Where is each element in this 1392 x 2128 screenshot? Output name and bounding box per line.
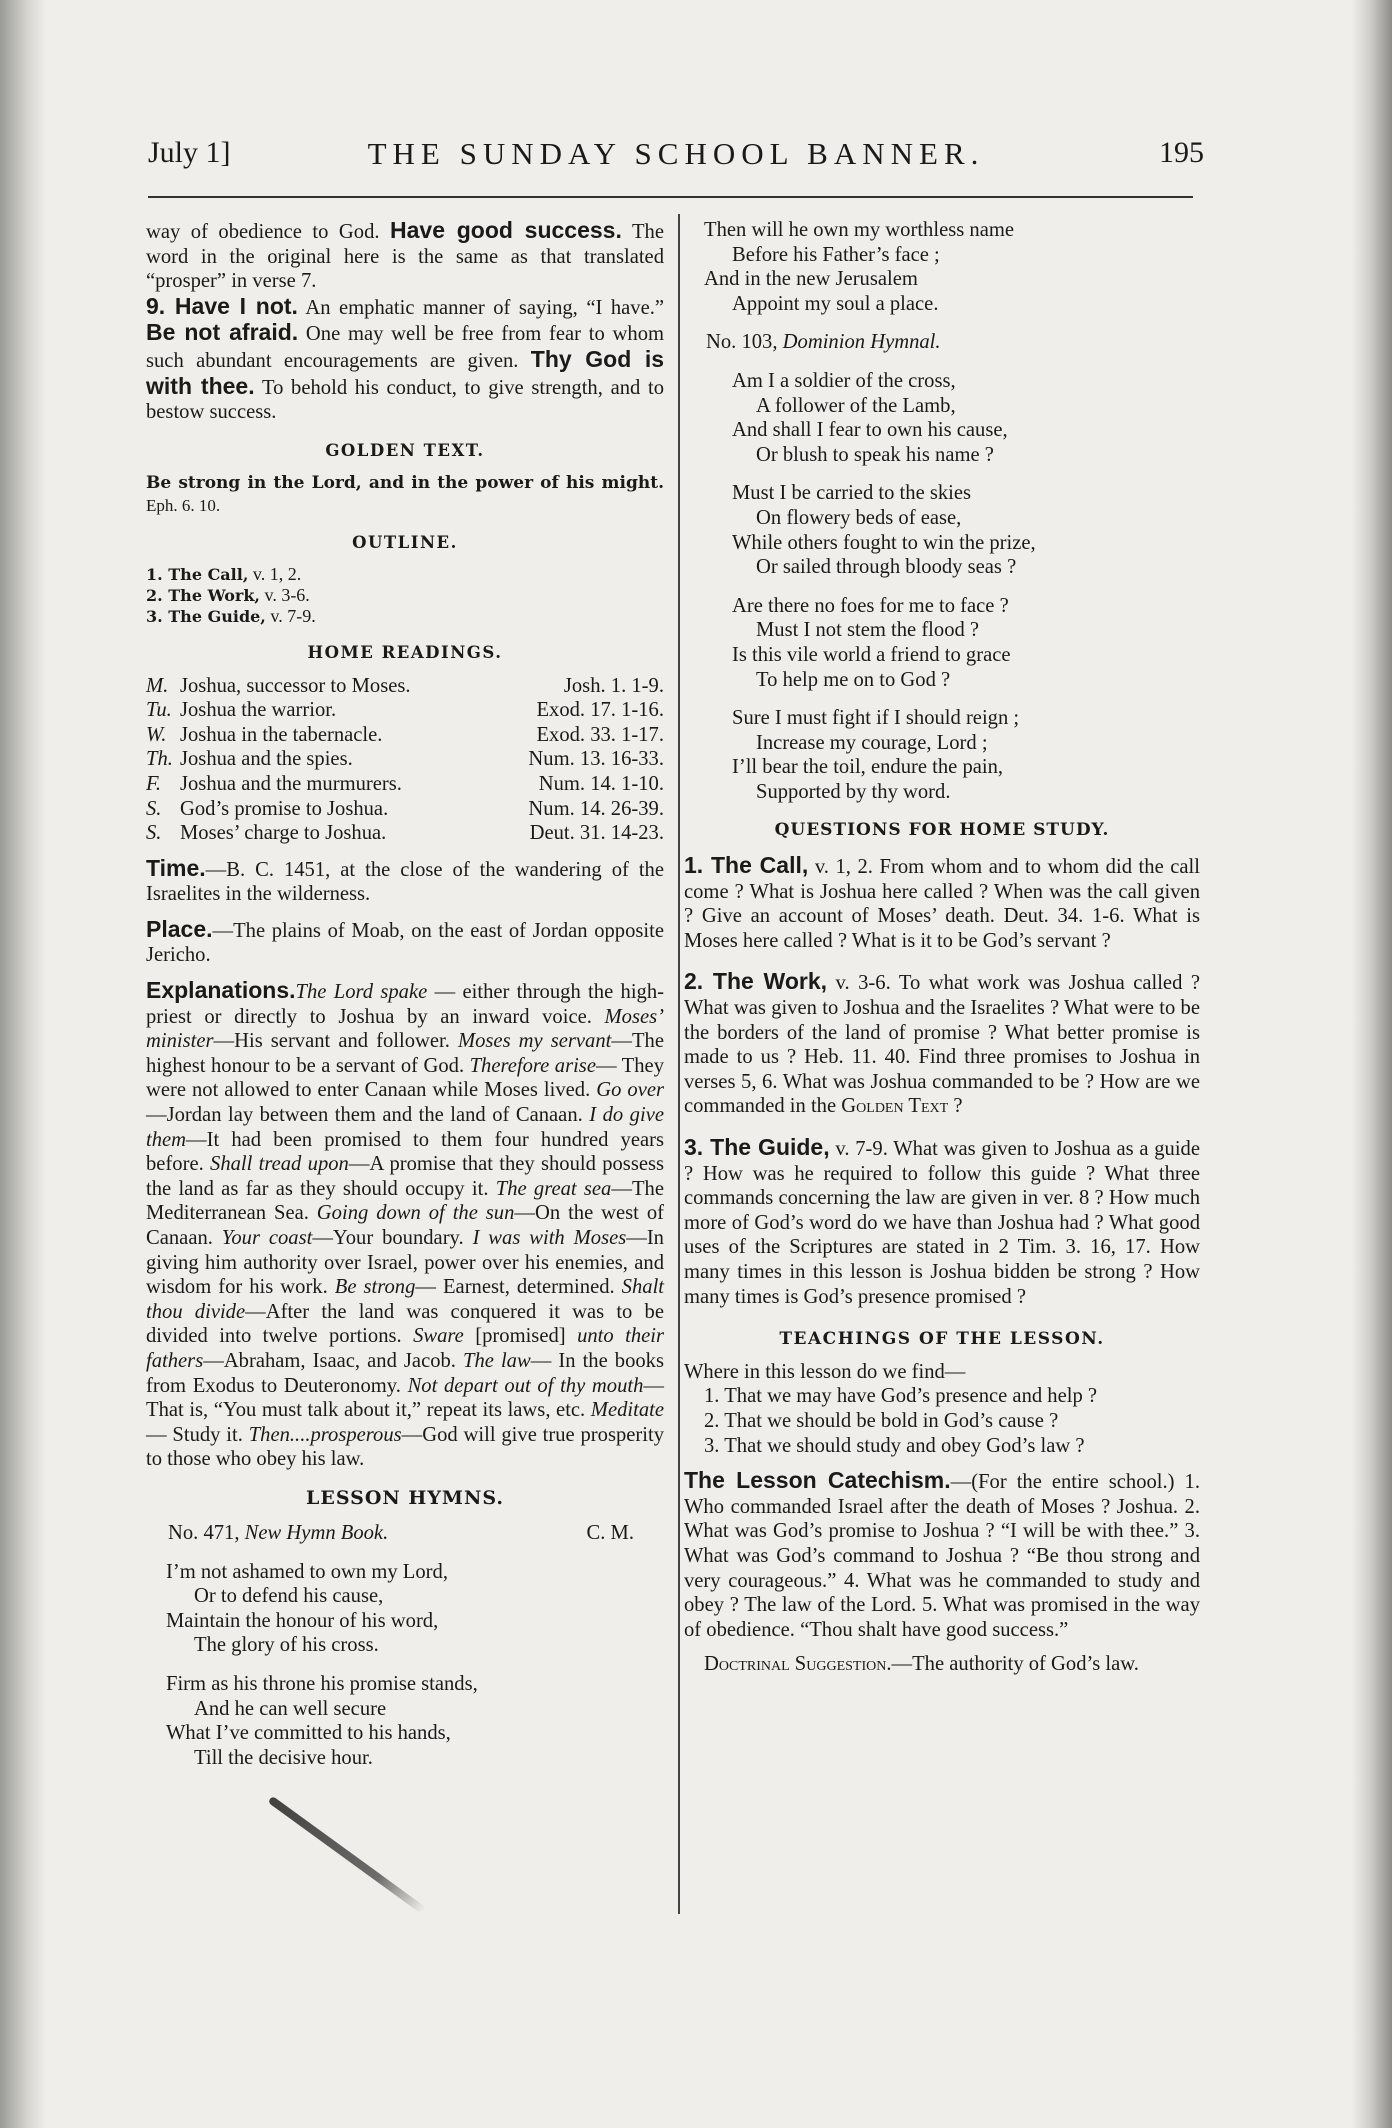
explanation-term: Therefore arise — [469, 1054, 596, 1077]
teaching-item: 3. That we should study and obey God’s law ? — [704, 1434, 1085, 1457]
doctrinal-label: Doctrinal Suggestion. — [704, 1653, 892, 1676]
verse-9-paragraph — [146, 294, 664, 425]
v9-lead-be-not-afraid: Be not afraid. — [146, 319, 299, 346]
hymn-book: New Hymn Book. — [244, 1521, 389, 1544]
running-header — [148, 136, 1204, 176]
reading-day: W. — [146, 723, 167, 746]
outline-list — [146, 564, 664, 627]
explanation-text: —On the west of Canaan. — [146, 1202, 664, 1249]
hymn-meter: C. M. — [586, 1521, 634, 1544]
reading-text: Joshua and the spies. — [180, 748, 353, 771]
hymn-line: And in the new Jerusalem — [704, 268, 918, 291]
explanation-text: —His servant and follower. — [213, 1030, 458, 1053]
intro-lead-good-success: Have good success. — [390, 217, 622, 243]
explanation-term: Go over — [596, 1079, 664, 1102]
hymn-number: No. 471, — [168, 1521, 240, 1544]
question-work — [684, 969, 1200, 1119]
hymn-line: Increase my courage, Lord ; — [756, 731, 988, 754]
hymn-1-verses — [146, 1560, 664, 1771]
explanation-text: —God will give true prosperity to those who obey his law. — [146, 1423, 664, 1471]
explanation-term: The law — [463, 1349, 531, 1372]
reading-ref: Exod. 17. 1-16. — [536, 699, 664, 722]
hymn-line: Then will he own my worthless name — [704, 219, 1014, 241]
hymn-line: To help me on to God ? — [756, 668, 951, 691]
question-label: 3. The Guide, — [684, 1134, 830, 1160]
golden-text — [146, 471, 664, 517]
outline-item — [146, 606, 664, 627]
reading-text: Joshua and the murmurers. — [180, 772, 402, 795]
explanation-text: — Earnest, determined. — [415, 1276, 622, 1299]
intro-paragraph — [146, 218, 664, 294]
explanation-term: Then....prosperous — [248, 1423, 402, 1446]
explanation-text: — In the books from Exodus to Deuteronomy. — [146, 1349, 664, 1397]
hymn-2-verses — [684, 369, 1200, 805]
explanation-text: —In giving him authority over Israel, power over his enemies, and wisdom for his work. — [146, 1227, 664, 1299]
teaching-item: 1. That we may have God’s presence and help ? — [704, 1385, 1098, 1408]
reading-row — [146, 723, 664, 748]
reading-day: M. — [146, 674, 169, 697]
reading-ref: Num. 13. 16-33. — [528, 748, 664, 771]
hymn-verse — [684, 481, 1200, 579]
v9-text-3: To behold his conduct, to give strength, and to bestow success. — [146, 376, 665, 424]
question-label: 1. The Call, — [684, 852, 809, 879]
explanation-text: —After the land was conquered it was to be divided into twelve portions. — [146, 1300, 664, 1348]
reading-day: Tu. — [146, 699, 172, 722]
explanation-text: —A promise that they should possess the land as far as they should occupy it. — [146, 1153, 664, 1200]
explanation-term: Moses my servant — [457, 1030, 612, 1053]
place-text: —The plains of Moab, on the east of Jordan opposite Jericho. — [146, 919, 664, 967]
hymn-reference — [146, 1521, 664, 1546]
explanation-term: Your coast — [221, 1227, 313, 1249]
hymn-line: And shall I fear to own his cause, — [732, 419, 1008, 442]
catechism-paragraph — [684, 1468, 1200, 1642]
outline-ref: v. 1, 2. — [252, 563, 302, 584]
hymn-2-book: Dominion Hymnal. — [782, 331, 941, 354]
reading-row — [146, 698, 664, 723]
hymn-line: Sure I must fight if I should reign ; — [732, 707, 1020, 730]
hymn-verse — [684, 706, 1200, 804]
hymn-line: Or to defend his cause, — [194, 1585, 384, 1608]
reading-day: S. — [146, 822, 162, 845]
hymn-line: On flowery beds of ease, — [756, 506, 962, 529]
hymn-line: Is this vile world a friend to grace — [732, 643, 1011, 666]
question-text: v. 7-9. What was given to Joshua as a guide ? How was he required to follow this guide ? What three commands concerning the law are given in ver. 8 ? How much more of God’s word do we have than Joshua had ? What good uses of the Scriptures are stated in 2 Tim. 3. 16, 17. How many times in this lesson is Joshua bidden be strong ? How many times is God’s presence promised ? — [684, 1138, 1200, 1308]
hymn-line: The glory of his cross. — [194, 1634, 379, 1657]
reading-row — [146, 747, 664, 772]
explanations-paragraph — [146, 978, 664, 1472]
hymn-line: Before his Father’s face ; — [732, 243, 940, 266]
left-column — [146, 218, 664, 1770]
explanation-term: I do give them — [146, 1104, 664, 1151]
golden-text-body: Be strong in the Lord, and in the power of his might. — [146, 473, 664, 494]
explanation-term: unto their fathers — [146, 1325, 665, 1372]
time-paragraph — [146, 856, 664, 907]
hymn-verse — [684, 369, 1200, 467]
golden-text-heading: GOLDEN TEXT. — [325, 440, 485, 460]
reading-day: F. — [146, 772, 162, 795]
outline-ref: v. 7-9. — [270, 605, 316, 626]
hymn-line: Or blush to speak his name ? — [756, 443, 994, 466]
explanation-term: Shalt thou divide — [146, 1276, 665, 1323]
explanation-term: Shall tread upon — [210, 1153, 349, 1176]
explanations-label: Explanations. — [146, 977, 296, 1004]
outline-label: 2. The Work, — [146, 585, 260, 605]
hymn-line: Firm as his throne his promise stands, — [166, 1672, 478, 1695]
outline-label: 1. The Call, — [146, 564, 249, 584]
explanation-text: —The highest honour to be a servant of God. — [146, 1030, 664, 1077]
doctrinal-paragraph — [684, 1652, 1200, 1677]
reading-day: S. — [146, 797, 162, 820]
binding-edge — [0, 0, 46, 2128]
reading-ref: Deut. 31. 14-23. — [529, 822, 664, 845]
explanation-text: —Abraham, Isaac, and Jacob. — [203, 1349, 464, 1372]
question-text: v. 1, 2. From whom and to whom did the call come ? What is Joshua here called ? When was the call given ? Give an account of Moses’ death. Deut. 34. 1-6. What is Moses here called ? What is it to be God’s servant ? — [684, 856, 1200, 952]
publication-title: THE SUNDAY SCHOOL BANNER. — [367, 136, 985, 171]
issue-date: July 1] — [148, 136, 231, 169]
hymn-line: I’ll bear the toil, endure the pain, — [732, 756, 1004, 779]
place-label: Place. — [146, 915, 213, 942]
hymn-line: Must I be carried to the skies — [732, 482, 972, 505]
lesson-hymns-heading: LESSON HYMNS. — [306, 1486, 504, 1509]
explanation-term: The great sea — [495, 1177, 612, 1200]
place-paragraph — [146, 917, 664, 968]
hymn-verse — [684, 594, 1200, 692]
explanation-text: [promised] — [463, 1325, 578, 1348]
question-call — [684, 853, 1200, 953]
explanation-text: —The Mediterranean Sea. — [146, 1177, 664, 1225]
home-readings-heading: HOME READINGS. — [307, 642, 503, 662]
hymn-line: Must I not stem the flood ? — [756, 619, 980, 642]
v9-text-2: One may well be free from fear to whom such abundant encouragements are given. — [146, 323, 665, 372]
outline-heading: OUTLINE. — [352, 533, 458, 553]
v9-lead-have-i-not: 9. Have I not. — [146, 292, 298, 319]
explanation-term: I was with Moses — [472, 1227, 627, 1249]
intro-text-2: The word in the original here is the same as that translated “prosper” in verse 7. — [146, 221, 664, 293]
reading-text: God’s promise to Joshua. — [180, 797, 389, 820]
reading-ref: Josh. 1. 1-9. — [563, 674, 664, 697]
reading-text: Joshua in the tabernacle. — [180, 723, 383, 746]
reading-text: Joshua, successor to Moses. — [180, 674, 411, 697]
hymn-line: Supported by thy word. — [756, 780, 951, 803]
intro-text-1: way of obedience to God. — [146, 221, 380, 243]
hymn-2-number: No. 103, — [706, 331, 778, 354]
reading-row — [146, 821, 664, 846]
explanation-text: — either through the high-priest or directly to Joshua by an inward voice. — [146, 981, 664, 1028]
hymn-line: Till the decisive hour. — [194, 1746, 373, 1769]
reading-ref: Num. 14. 26-39. — [528, 797, 664, 820]
teachings-intro: Where in this lesson do we find— — [684, 1360, 966, 1383]
teachings-list — [684, 1384, 1200, 1458]
hymn-line: Am I a soldier of the cross, — [732, 369, 956, 392]
hymn-2-reference — [684, 330, 1200, 355]
reading-ref: Exod. 33. 1-17. — [536, 723, 664, 746]
explanation-term: Going down of the sun — [316, 1202, 515, 1225]
reading-day: Th. — [146, 748, 173, 771]
home-readings-list — [146, 674, 664, 846]
explanation-text: —That is, “You must talk about it,” repeat its laws, etc. — [146, 1374, 664, 1422]
explanation-text: — Study it. — [146, 1423, 249, 1446]
hymn-line: Or sailed through bloody seas ? — [756, 556, 1017, 579]
questions-heading: QUESTIONS FOR HOME STUDY. — [774, 820, 1110, 841]
explanation-text: —Your boundary. — [312, 1227, 473, 1249]
explanation-text: — They were not allowed to enter Canaan while Moses lived. — [146, 1054, 664, 1102]
v9-lead-thy-god: Thy God is with thee. — [146, 345, 665, 399]
reading-row — [146, 797, 664, 822]
header-rule — [148, 196, 1193, 198]
right-column — [684, 218, 1200, 1677]
question-guide — [684, 1135, 1200, 1309]
reading-row — [146, 772, 664, 797]
outline-ref: v. 3-6. — [264, 584, 310, 605]
hymn-1-continued — [684, 218, 1200, 316]
reading-ref: Num. 14. 1-10. — [538, 772, 664, 795]
hymn-line: Appoint my soul a place. — [732, 292, 939, 315]
time-label: Time. — [146, 854, 206, 881]
explanation-term: Be strong — [334, 1276, 416, 1299]
question-label: 2. The Work, — [684, 968, 828, 995]
hymn-verse — [146, 1560, 664, 1658]
ink-scratch-mark — [268, 1796, 426, 1914]
hymn-line: Maintain the honour of his word, — [166, 1609, 439, 1632]
teachings-heading: TEACHINGS OF THE LESSON. — [779, 1329, 1105, 1350]
catechism-label: The Lesson Catechism. — [684, 1467, 951, 1494]
explanation-term: Moses’ minister — [146, 1005, 664, 1053]
golden-text-ref: Eph. 6. 10. — [146, 496, 221, 516]
explanation-term: Sware — [413, 1325, 464, 1348]
explanation-text: —Jordan lay between them and the land of Canaan. — [146, 1104, 590, 1127]
hymn-line: What I’ve committed to his hands, — [166, 1722, 451, 1745]
explanation-term: The Lord spake — [295, 981, 428, 1004]
reading-text: Moses’ charge to Joshua. — [180, 822, 387, 845]
question-text: v. 3-6. To what work was Joshua called ? What was given to Joshua and the Israelites ? What were to be the borders of the land of promise ? What better promise is made to us ? Heb. 11. 40. Find three promises to Joshua in verses 5, 6. What was Joshua commanded to be ? How are we commanded in the — [684, 972, 1200, 1118]
page-edge — [1352, 0, 1392, 2128]
reading-row — [146, 674, 664, 699]
explanation-term: Meditate — [590, 1399, 664, 1422]
page-number: 195 — [1159, 136, 1204, 169]
time-text: —B. C. 1451, at the close of the wandering of the Israelites in the wilderness. — [146, 858, 664, 906]
doctrinal-text: —The authority of God’s law. — [891, 1653, 1139, 1676]
outline-label: 3. The Guide, — [146, 606, 266, 626]
question-end: ? — [948, 1095, 963, 1118]
hymn-line: A follower of the Lamb, — [756, 394, 956, 417]
column-rule — [678, 214, 680, 1914]
outline-item — [146, 585, 664, 606]
explanation-term: Not depart out of thy mouth — [407, 1374, 644, 1397]
catechism-text: —(For the entire school.) 1. Who commanded Israel after the death of Moses ? Joshua. 2. What was God’s promise to Joshua ? “I will be with thee.” 3. What was God’s command to Joshua ? “Be thou strong and very courageous.” 4. What was he commanded to study and obey ? The law of the Lord. 5. What was promised in the way of obedience. “Thou shalt have good success.” — [684, 1471, 1200, 1641]
hymn-line: Are there no foes for me to face ? — [732, 594, 1009, 617]
hymn-verse — [146, 1672, 664, 1770]
explanation-text: —It had been promised to them four hundred years before. — [146, 1128, 664, 1176]
v9-text-1: An emphatic manner of saying, “I have.” — [305, 296, 664, 319]
hymn-line: I’m not ashamed to own my Lord, — [166, 1560, 448, 1583]
hymn-line: While others fought to win the prize, — [732, 531, 1036, 554]
outline-item — [146, 564, 664, 585]
reading-text: Joshua the warrior. — [180, 699, 337, 722]
question-golden-text-ref: Golden Text — [841, 1095, 949, 1118]
teaching-item: 2. That we should be bold in God’s cause ? — [704, 1409, 1059, 1432]
hymn-line: And he can well secure — [194, 1697, 387, 1720]
